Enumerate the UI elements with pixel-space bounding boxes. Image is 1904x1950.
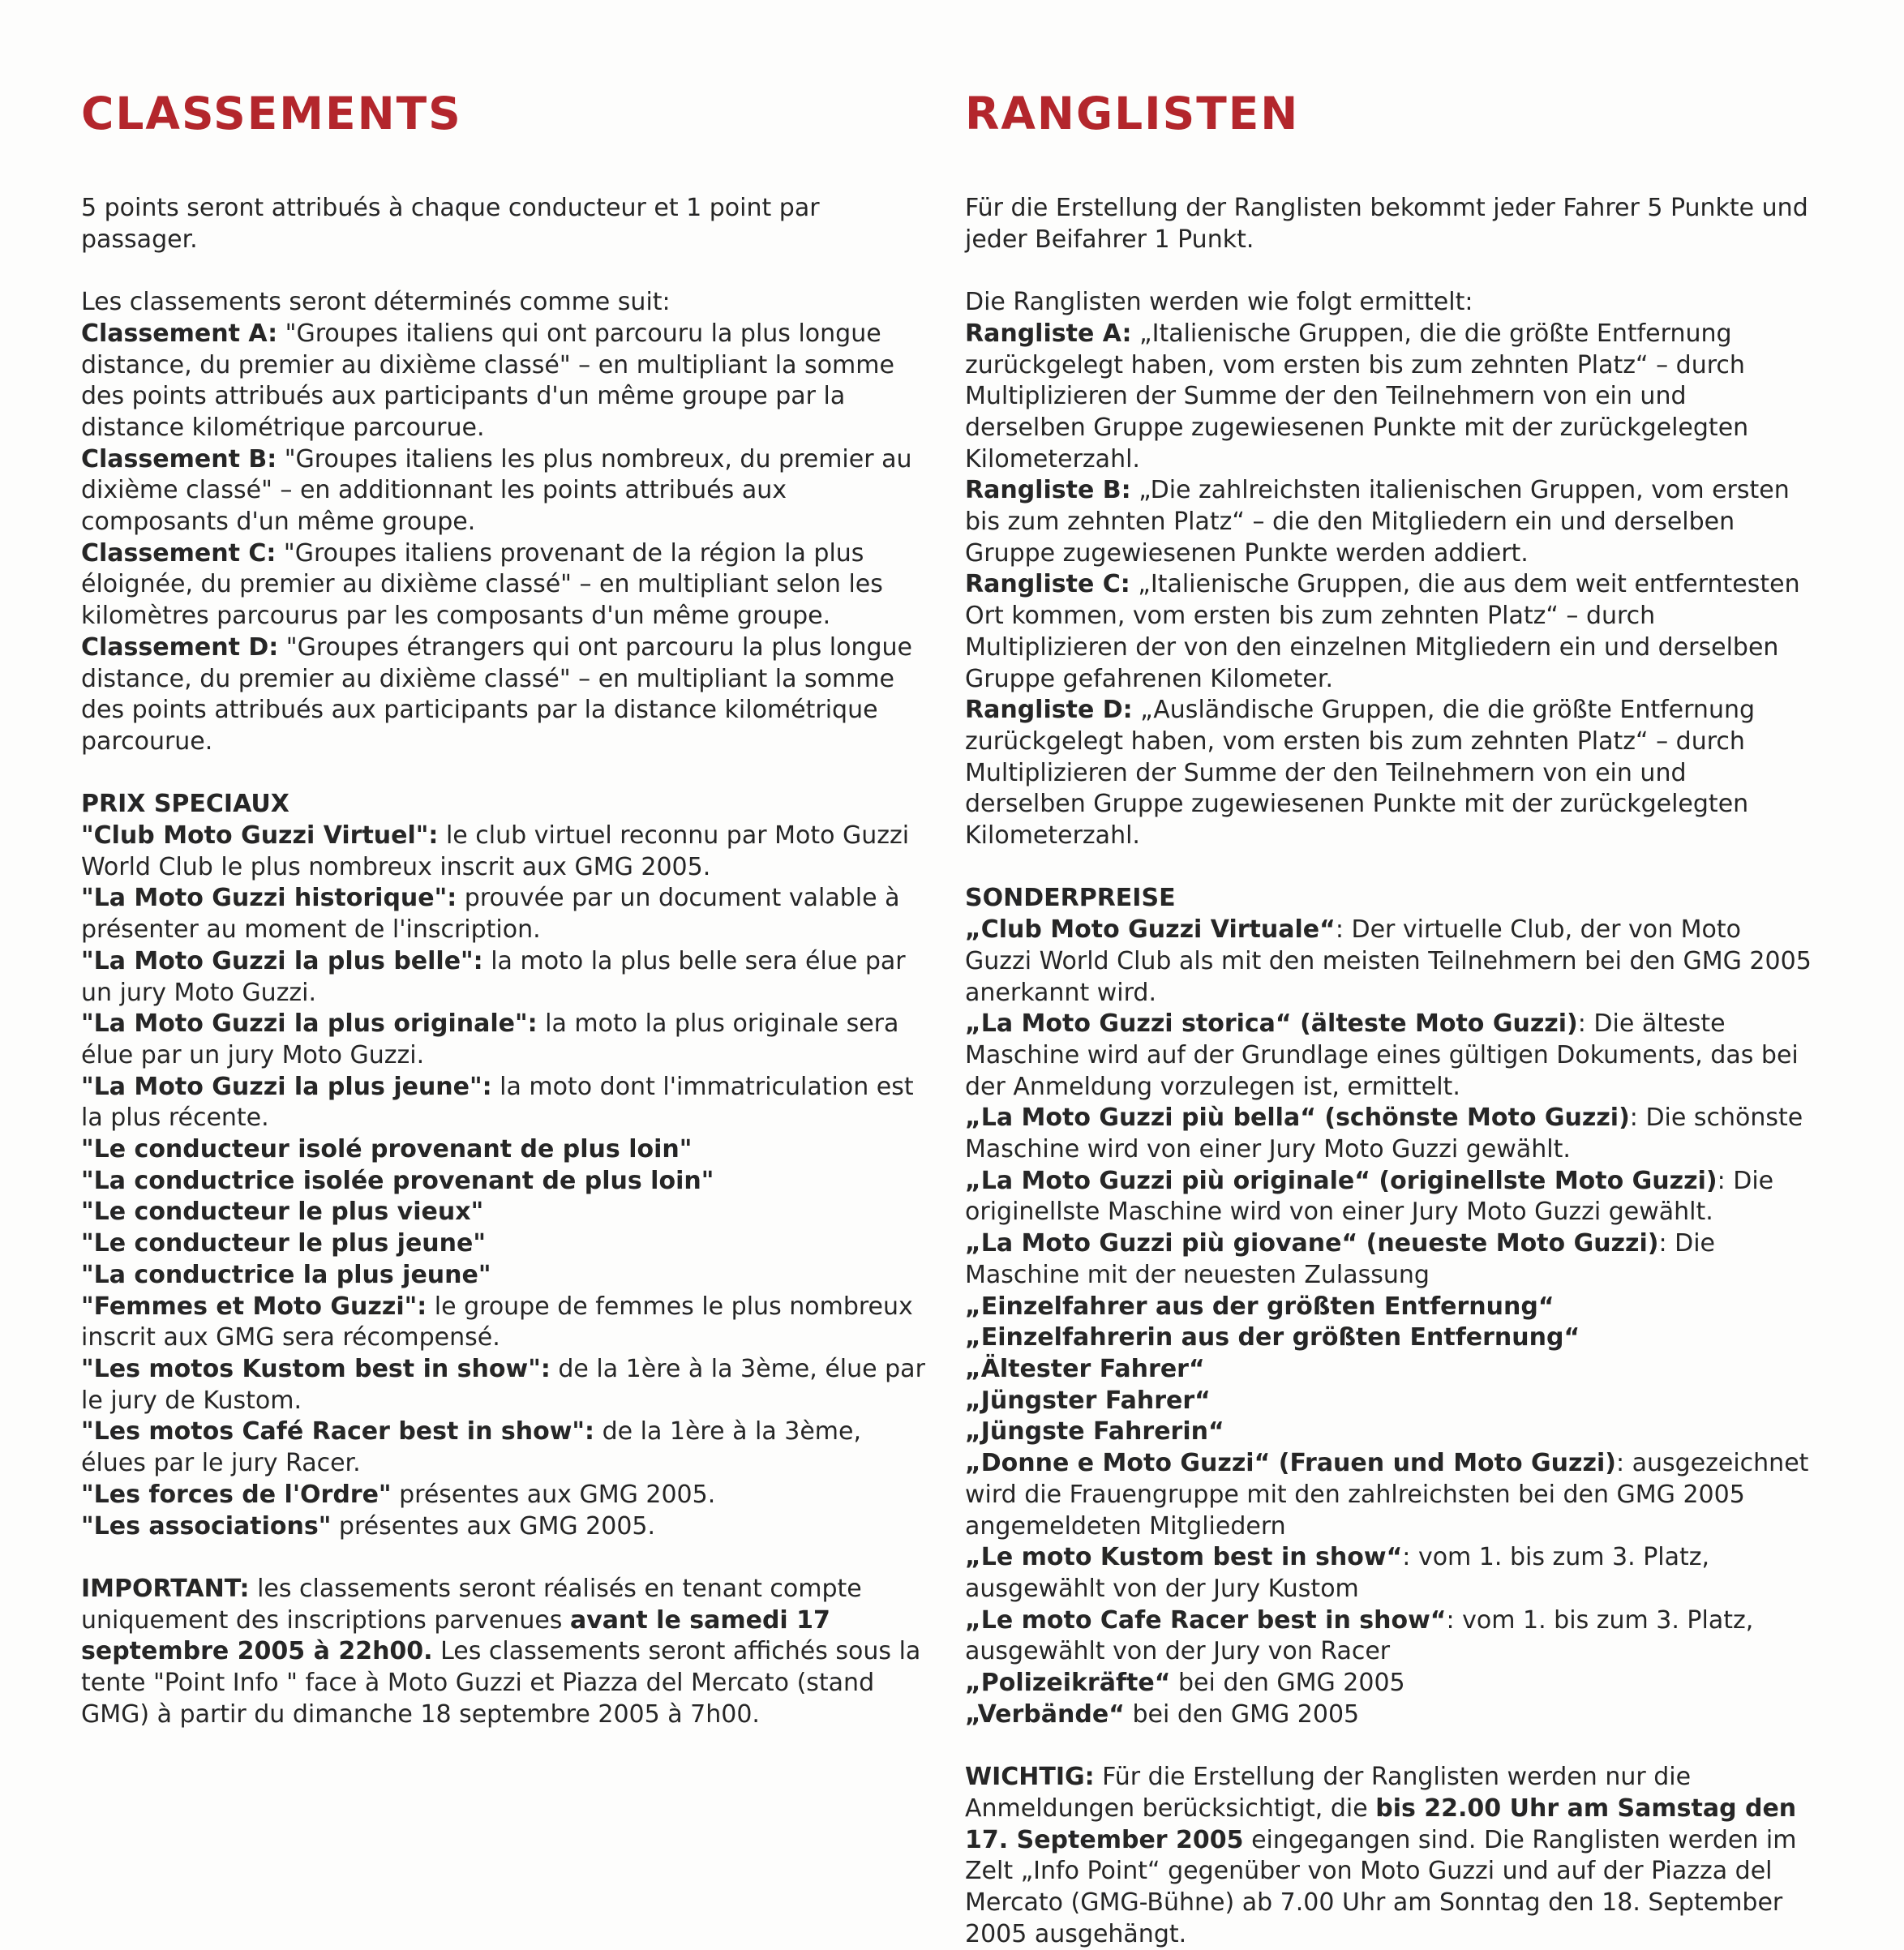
prix-item: "Les forces de l'Ordre" présentes aux GMG 2005.	[81, 1480, 716, 1509]
prix-item: "La conductrice la plus jeune"	[81, 1260, 491, 1289]
preis-item: „La Moto Guzzi storica“ (älteste Moto Guzzi): Die älteste Maschine wird auf der Grundlage eines gültigen Dokuments, das bei der Anmeldung vorzulegen ist, ermittelt.	[965, 1009, 1799, 1101]
intro-text: Für die Erstellung der Ranglisten bekommt jeder Fahrer 5 Punkte und jeder Beifahrer 1 Punkt.	[965, 194, 1808, 254]
classement-c: Classement C: "Groupes italiens provenant de la région la plus éloignée, du premier au dixième classé" – en multipliant selon les kilomètres parcourus par les composants d'un même groupe.	[81, 538, 883, 631]
classement-a: Classement A: "Groupes italiens qui ont parcouru la plus longue distance, du premier au dixième classé" – en multipliant la somme des points attribués aux participants d'un même groupe par la distance kilométrique parcourue.	[81, 319, 894, 442]
rangliste-b: Rangliste B: „Die zahlreichsten italienischen Gruppen, vom ersten bis zum zehnten Platz“ – die den Mitgliedern ein und derselben Gruppe zugewiesenen Punkte werden addiert.	[965, 476, 1790, 568]
ranglisten-title: RANGLISTEN	[965, 88, 1300, 139]
determine-text: Les classements seront déterminés comme suit:	[81, 288, 671, 317]
prix-item: "La Moto Guzzi la plus belle": la moto la plus belle sera élue par un jury Moto Guzzi.	[81, 946, 906, 1007]
determine-text: Die Ranglisten werden wie folgt ermittelt:	[965, 288, 1473, 317]
preis-item: „La Moto Guzzi più originale“ (originellste Moto Guzzi): Die originellste Maschine wird von einer Jury Moto Guzzi gewählt.	[965, 1166, 1774, 1227]
intro-text: 5 points seront attribués à chaque conducteur et 1 point par passager.	[81, 194, 820, 254]
preis-item: „La Moto Guzzi più bella“ (schönste Moto Guzzi): Die schönste Maschine wird von einer Jury Moto Guzzi gewählt.	[965, 1104, 1803, 1164]
prix-item: "Les associations" présentes aux GMG 2005.	[81, 1511, 656, 1541]
classement-d: Classement D: "Groupes étrangers qui ont parcouru la plus longue distance, du premier au dixième classé" – en multipliant la somme des points attribués aux participants par la distance kilométrique parcourue.	[81, 632, 912, 756]
prix-item: "Les motos Kustom best in show": de la 1ère à la 3ème, élue par le jury de Kustom.	[81, 1354, 925, 1415]
preis-item: „Einzelfahrer aus der größten Entfernung“	[965, 1292, 1555, 1321]
wichtig-note: WICHTIG: Für die Erstellung der Ranglisten werden nur die Anmeldungen berücksichtigt, die bis 22.00 Uhr am Samstag den 17. September 2005 eingegangen sind. Die Ranglisten werden im Zelt „Info Point“ gegenüber von Moto Guzzi und auf der Piazza del Mercato (GMG-Bühne) ab 7.00 Uhr am Sonntag den 18. September 2005 ausgehängt.	[965, 1763, 1797, 1948]
prix-item: "La conductrice isolée provenant de plus loin"	[81, 1166, 714, 1195]
prix-item: "Femmes et Moto Guzzi": le groupe de femmes le plus nombreux inscrit aux GMG sera récompensé.	[81, 1292, 913, 1352]
prix-item: "Le conducteur le plus vieux"	[81, 1198, 484, 1227]
preis-item: „Ältester Fahrer“	[965, 1354, 1205, 1383]
preis-item: „Einzelfahrerin aus der größten Entfernung“	[965, 1323, 1580, 1352]
prix-item: "Les motos Café Racer best in show": de la 1ère à la 3ème, élues par le jury Racer.	[81, 1417, 862, 1478]
preis-item: „La Moto Guzzi più giovane“ (neueste Moto Guzzi): Die Maschine mit der neuesten Zulassung	[965, 1229, 1716, 1289]
preis-item: „Polizeikräfte“ bei den GMG 2005	[965, 1669, 1405, 1698]
prix-item: "Le conducteur le plus jeune"	[81, 1229, 486, 1258]
french-column	[81, 85, 928, 1730]
prix-item: "Club Moto Guzzi Virtuel": le club virtuel reconnu par Moto Guzzi World Club le plus nombreux inscrit aux GMG 2005.	[81, 821, 910, 881]
preis-item: „Jüngste Fahrerin“	[965, 1417, 1224, 1446]
important-note: IMPORTANT: les classements seront réalisés en tenant compte uniquement des inscriptions parvenues avant le samedi 17 septembre 2005 à 22h00. Les classements seront affichés sous la tente "Point Info " face à Moto Guzzi et Piazza del Mercato (stand GMG) à partir du dimanche 18 septembre 2005 à 7h00.	[81, 1574, 921, 1729]
sonderpreise-heading: SONDERPREISE	[965, 884, 1176, 913]
prix-item: "Le conducteur isolé provenant de plus loin"	[81, 1135, 693, 1164]
prix-item: "La Moto Guzzi la plus jeune": la moto dont l'immatriculation est la plus récente.	[81, 1072, 914, 1133]
prix-heading: PRIX SPECIAUX	[81, 790, 289, 819]
preis-item: „Club Moto Guzzi Virtuale“: Der virtuelle Club, der von Moto Guzzi World Club als mit den meisten Teilnehmern bei den GMG 2005 anerkannt wird.	[965, 915, 1812, 1007]
classement-b: Classement B: "Groupes italiens les plus nombreux, du premier au dixième classé" – en additionnant les points attribués aux composants d'un même groupe.	[81, 444, 912, 537]
prix-item: "La Moto Guzzi la plus originale": la moto la plus originale sera élue par un jury Moto Guzzi.	[81, 1009, 899, 1069]
rangliste-d: Rangliste D: „Ausländische Gruppen, die die größte Entfernung zurückgelegt haben, vom ersten bis zum zehnten Platz“ – durch Multiplizieren der Summe der den Teilnehmern von ein und derselben Gruppe zugewiesenen Punkte mit der zurückgelegten Kilometerzahl.	[965, 696, 1756, 851]
prix-item: "La Moto Guzzi historique": prouvée par un document valable à présenter au moment de l'inscription.	[81, 884, 900, 945]
preis-item: „Le moto Cafe Racer best in show“: vom 1. bis zum 3. Platz, ausgewählt von der Jury von Racer	[965, 1605, 1754, 1666]
preis-item: „Jüngster Fahrer“	[965, 1386, 1211, 1415]
classements-title: CLASSEMENTS	[81, 88, 462, 139]
german-column	[965, 85, 1812, 1950]
rangliste-a: Rangliste A: „Italienische Gruppen, die die größte Entfernung zurückgelegt haben, vom ersten bis zum zehnten Platz“ – durch Multiplizieren der Summe der den Teilnehmern von ein und derselben Gruppe zugewiesenen Punkte mit der zurückgelegten Kilometerzahl.	[965, 319, 1749, 474]
preis-item: „Le moto Kustom best in show“: vom 1. bis zum 3. Platz, ausgewählt von der Jury Kustom	[965, 1543, 1710, 1603]
rangliste-c: Rangliste C: „Italienische Gruppen, die aus dem weit entferntesten Ort kommen, vom ersten bis zum zehnten Platz“ – durch Multiplizieren der von den einzelnen Mitgliedern ein und derselben Gruppe gefahrenen Kilometer.	[965, 570, 1800, 693]
preis-item: „Donne e Moto Guzzi“ (Frauen und Moto Guzzi): ausgezeichnet wird die Frauengruppe mit den zahlreichsten bei den GMG 2005 angemeldeten Mitgliedern	[965, 1449, 1809, 1541]
preis-item: „Verbände“ bei den GMG 2005	[965, 1699, 1360, 1729]
